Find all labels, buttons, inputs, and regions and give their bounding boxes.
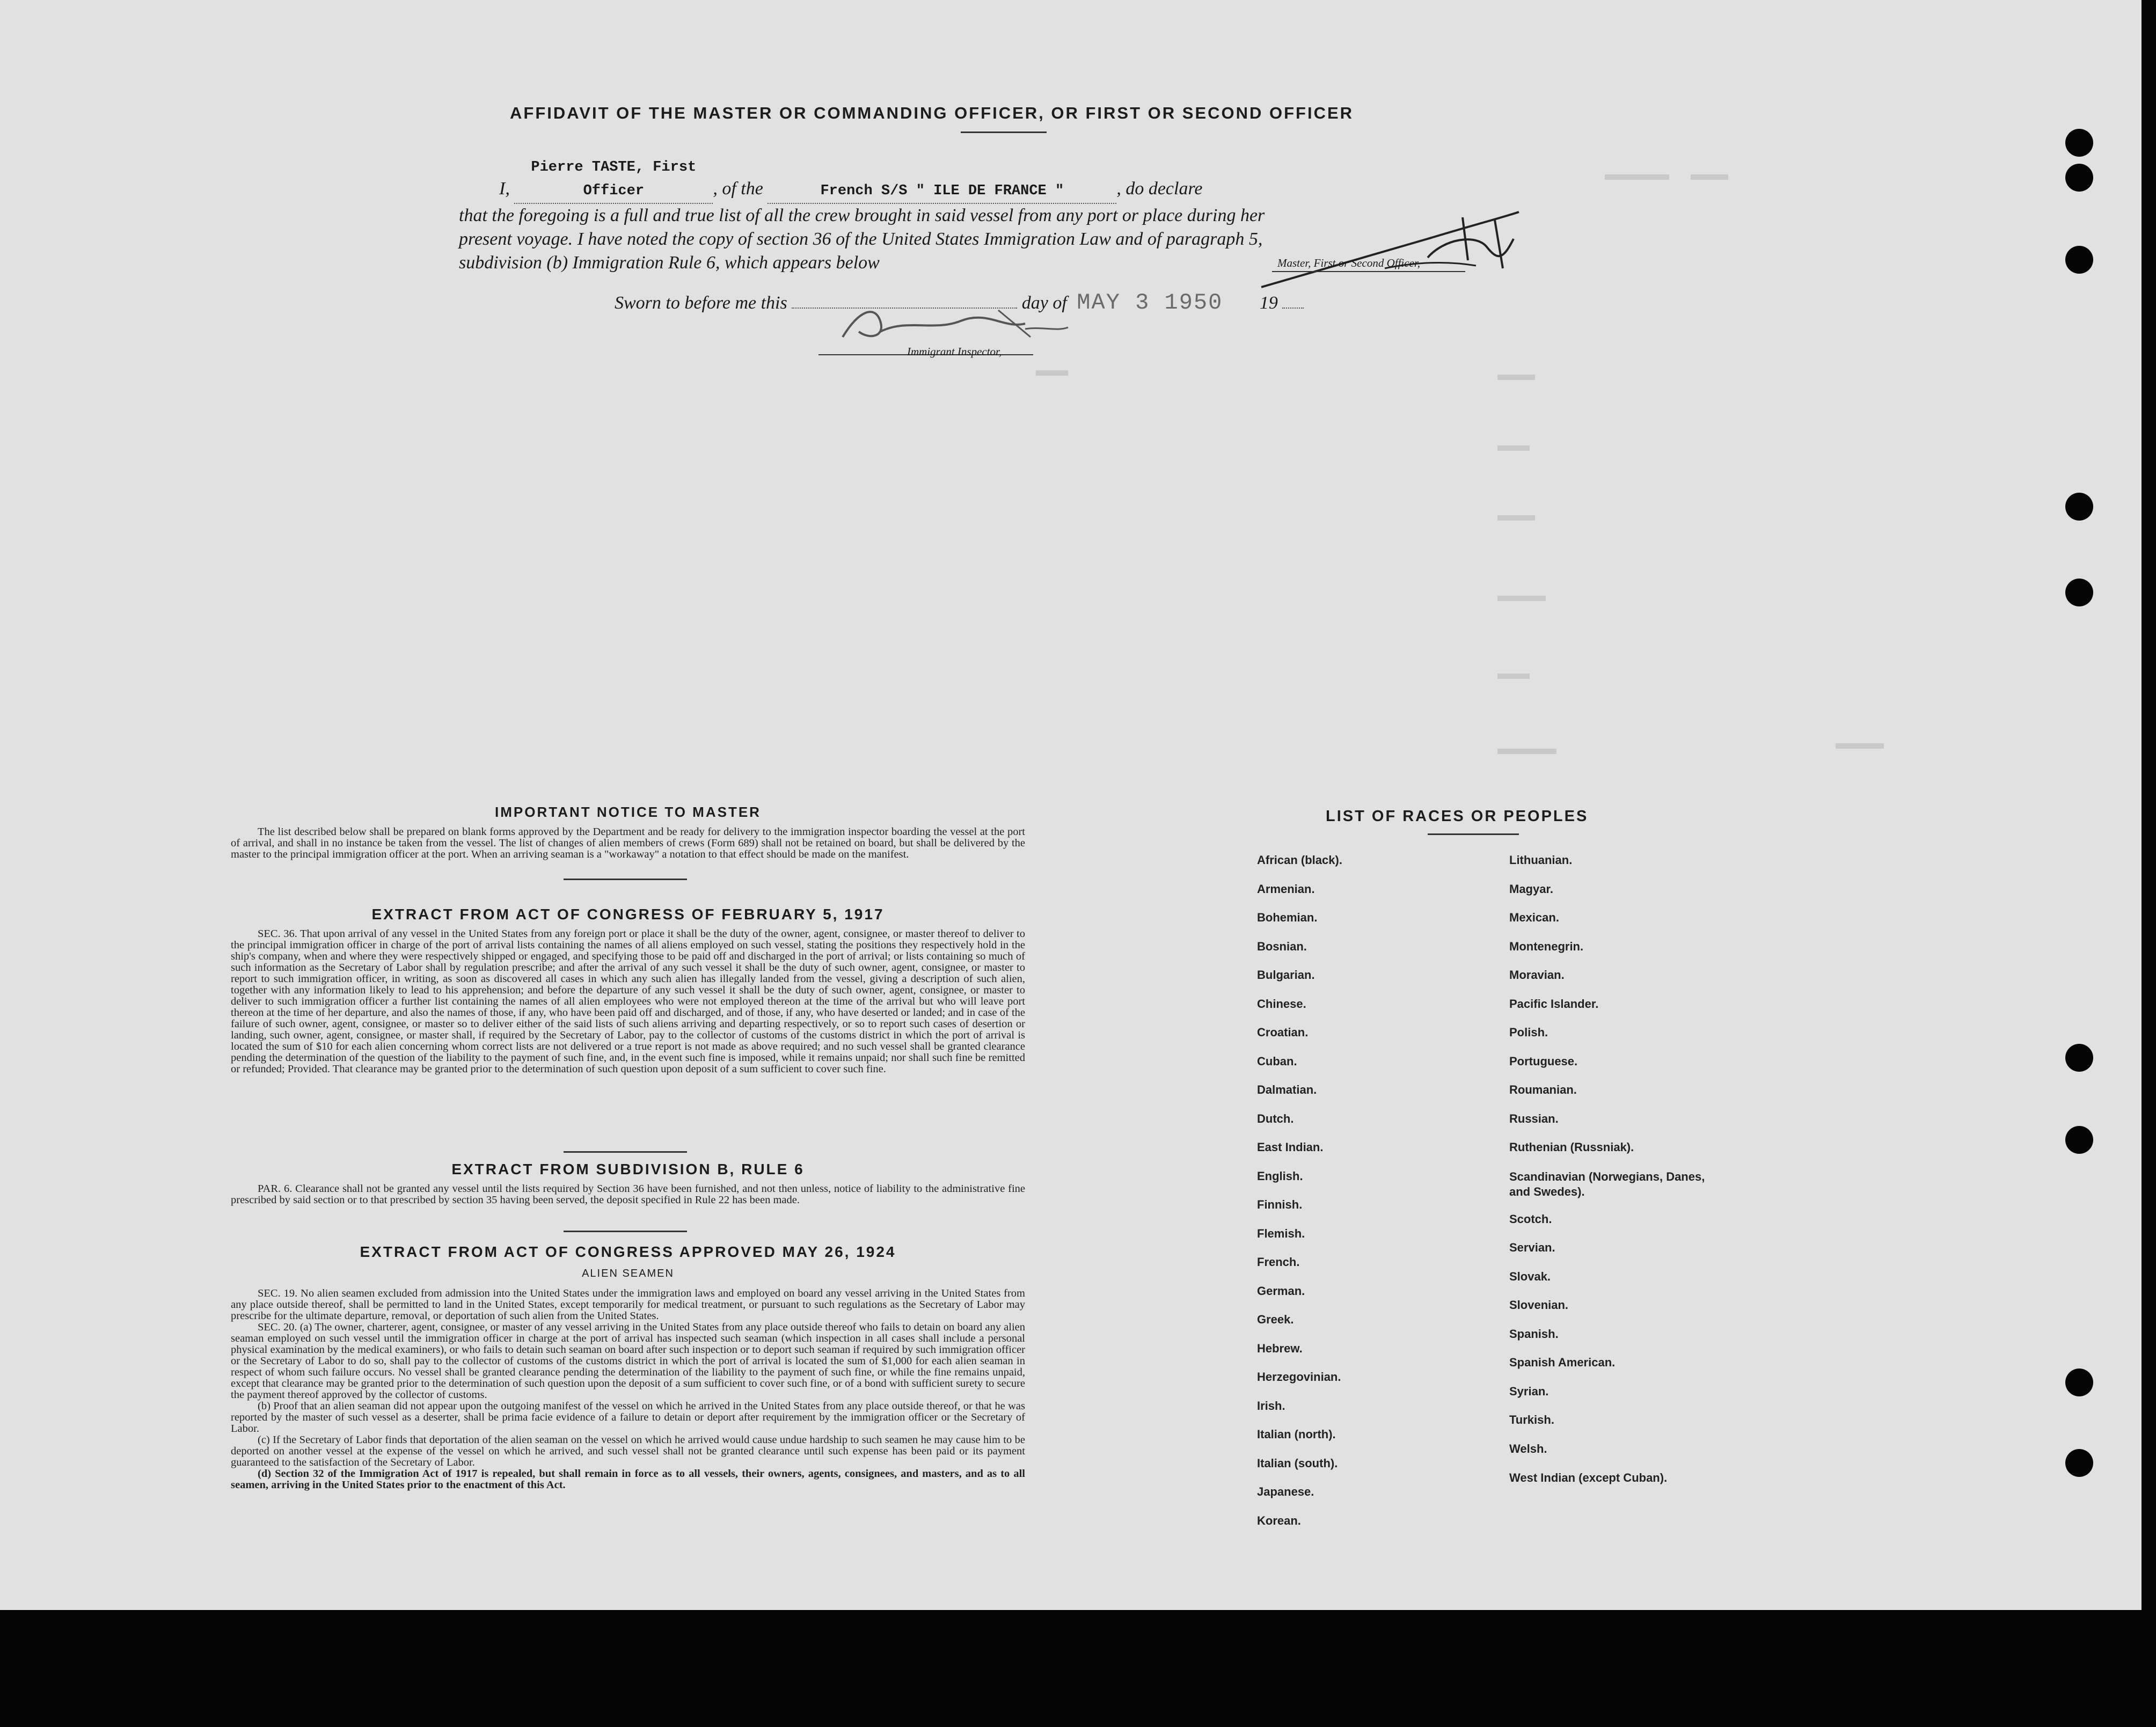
race-item: Chinese. xyxy=(1257,997,1306,1011)
race-item: Spanish American. xyxy=(1509,1356,1616,1369)
extract-1924-title: EXTRACT FROM ACT OF CONGRESS APPROVED MAY 26, 1924 xyxy=(360,1243,896,1260)
race-item: Greek. xyxy=(1257,1313,1294,1326)
bleed-through-mark xyxy=(1605,174,1669,180)
notice-text: The list described below shall be prepared on blank forms approved by the Department and be ready for delivery to the immigration inspector boarding the vessel at the port of arrival, and shall in no instance be taken from the vessel. The list of changes of alien members of crews (Form 689) shall not be retained on board, but shall be delivered by the master to the principal immigration officer at the port. When an arriving seaman is a "workaway" a notation to that effect should be made on the manifest. xyxy=(231,826,1025,860)
inspector-signature xyxy=(837,299,1073,348)
date-stamp: MAY 3 1950 xyxy=(1077,290,1223,316)
bleed-through-mark xyxy=(1497,515,1535,521)
binder-hole xyxy=(2065,1044,2093,1072)
race-item: Italian (north). xyxy=(1257,1428,1336,1441)
race-item: West Indian (except Cuban). xyxy=(1509,1471,1668,1484)
race-item: Bulgarian. xyxy=(1257,968,1315,982)
race-item: East Indian. xyxy=(1257,1140,1324,1154)
binder-hole xyxy=(2065,1449,2093,1477)
race-item: Moravian. xyxy=(1509,968,1565,982)
race-item: Spanish. xyxy=(1509,1327,1559,1341)
races-title-underline xyxy=(1428,833,1519,835)
race-item: African (black). xyxy=(1257,853,1342,867)
race-item: Portuguese. xyxy=(1509,1054,1578,1068)
race-item: Scotch. xyxy=(1509,1212,1552,1226)
bleed-through-mark xyxy=(1497,596,1546,601)
race-item: French. xyxy=(1257,1255,1300,1269)
race-item: Croatian. xyxy=(1257,1026,1309,1039)
race-item: Turkish. xyxy=(1509,1413,1554,1426)
race-item: Welsh. xyxy=(1509,1441,1547,1455)
binder-hole xyxy=(2065,129,2093,157)
notice-body xyxy=(231,826,1025,860)
bleed-through-mark xyxy=(1497,445,1530,451)
section-divider xyxy=(564,1231,687,1232)
race-item: Montenegrin. xyxy=(1509,939,1584,953)
race-item: Syrian. xyxy=(1509,1384,1549,1398)
race-item: Roumanian. xyxy=(1509,1083,1577,1096)
race-item: Magyar. xyxy=(1509,882,1553,896)
race-item: Russian. xyxy=(1509,1111,1559,1125)
race-item: Ruthenian (Russniak). xyxy=(1509,1140,1634,1154)
race-item: Irish. xyxy=(1257,1399,1285,1413)
race-item: Finnish. xyxy=(1257,1198,1303,1211)
officer-signature xyxy=(1251,207,1530,301)
race-item: Italian (south). xyxy=(1257,1456,1338,1470)
notice-title: IMPORTANT NOTICE TO MASTER xyxy=(495,804,761,820)
binder-hole xyxy=(2065,246,2093,274)
race-item: Herzegovinian. xyxy=(1257,1370,1341,1384)
section-20a-text: SEC. 20. (a) The owner, charterer, agent, consignee, or master of any vessel arriving in the United States from any place outside thereof who fails to detain on board any alien seaman employed on such vessel until the immigration officer in charge at the port of arrival has inspected such seaman (which inspection in all cases shall include a personal physical examination by the medical examiners), or who fails to detain such seaman on board after such inspection or to deport such seaman if required by such immigration officer or the Secretary of Labor to do so, shall pay to the collector of customs of the customs district in which the port of arrival is located the sum of $1,000 for each alien seaman in respect of whom such failure occurs. No vessel shall be granted clearance pending the determination of the liability to the payment of such fine, or while the fine remains unpaid, except that clearance may be granted prior to the determination of such question upon the deposit of a sum sufficient to cover such fine, or of a bond with sufficient surety to secure the payment thereof approved by the collector of customs. xyxy=(231,1321,1025,1401)
extract-1917-title: EXTRACT FROM ACT OF CONGRESS OF FEBRUARY 5, 1917 xyxy=(371,906,885,923)
section-20b-text: (b) Proof that an alien seaman did not appear upon the outgoing manifest of the vessel on which he arrived in the United States from any place outside thereof, or that he was reported by the master of such vessel as a deserter, shall be prima facie evidence of a failure to detain or deport after requirement by the immigration officer or the Secretary of Labor. xyxy=(231,1400,1025,1435)
day-of-text: day of xyxy=(1021,293,1067,313)
race-item: Scandinavian (Norwegians, Danes, and Swedes). xyxy=(1509,1169,1705,1198)
bleed-through-mark xyxy=(1036,370,1068,376)
of-the-text: , of the xyxy=(713,179,763,199)
binder-hole xyxy=(2065,493,2093,521)
race-item: Cuban. xyxy=(1257,1054,1297,1068)
signature-caption: Master, First or Second Officer, xyxy=(1277,257,1420,269)
bleed-through-mark xyxy=(1497,375,1535,380)
officer-name-field: Pierre TASTE, First Officer xyxy=(514,156,713,204)
race-item: Flemish. xyxy=(1257,1226,1305,1240)
affidavit-line-3: present voyage. I have noted the copy of section 36 of the United States Immigration Law and of paragraph 5, xyxy=(459,229,1263,249)
section-divider xyxy=(564,879,687,880)
do-declare-text: , do declare xyxy=(1116,179,1203,199)
section-20d-text: (d) Section 32 of the Immigration Act of 1917 is repealed, but shall remain in force as to all vessels, their owners, agents, consignees, and masters, and as to all seamen, arriving in the United States prior to the enactment of this Act. xyxy=(231,1468,1025,1491)
race-item: Pacific Islander. xyxy=(1509,997,1599,1011)
race-item: Japanese. xyxy=(1257,1485,1314,1498)
rule6-body xyxy=(231,1183,1025,1206)
binder-hole xyxy=(2065,579,2093,606)
race-item: Mexican. xyxy=(1509,911,1559,924)
year-prefix: 19 xyxy=(1259,293,1278,313)
binder-hole xyxy=(2065,1369,2093,1396)
binder-hole xyxy=(2065,1126,2093,1154)
race-item: German. xyxy=(1257,1284,1305,1298)
bleed-through-mark xyxy=(1836,743,1884,749)
race-item: Polish. xyxy=(1509,1026,1548,1039)
race-item: Bohemian. xyxy=(1257,911,1318,924)
race-item: Dalmatian. xyxy=(1257,1083,1317,1096)
section-36-text: SEC. 36. That upon arrival of any vessel in the United States from any foreign port or place it shall be the duty of the owner, agent, consignee, or master thereof to deliver to the principal immigration officer in charge of the port of arrival lists containing the names of all aliens employed on such vessel, stating the positions they respectively hold in the ship's company, when and where they were respectively shipped or engaged, and specifying those to be paid off and discharged in the port of arrival; or lists containing so much of such information as the Secretary of Labor shall by regulation prescribe; and after the arrival of any such vessel it shall be the duty of such owner, agent, consignee, or master to report to such immigration officer, in writing, as soon as discovered all cases in which any such alien has illegally landed from the vessel, giving a description of such alien, together with any information likely to lead to his apprehension; and before the departure of any such vessel it shall be the duty of such owner, agent, consignee, or master to deliver to such immigration officer a further list containing the names of all alien employees who were not employed thereon at the time of the arrival but who will leave port thereon at the time of her departure, and also the names of those, if any, who have been paid off and discharged, and of those, if any, who have deserted or landed; and in case of the failure of such owner, agent, consignee, or master so to deliver either of the said lists of such aliens arriving and departing respectively, or so to report such cases of desertion or landing, such owner, agent, consignee, or master shall, if required by the Secretary of Labor, pay to the collector of customs of the customs district in which the port of arrival is located the sum of $10 for each alien concerning whom correct lists are not delivered or a true report is not made as above required; and no such vessel shall be granted clearance pending the determination of the question of the liability to the payment of such fine, and, in the event such fine is imposed, while it remains unpaid; nor shall such fine be remitted or refunded; Provided. That clearance may be granted prior to the determination of such question upon deposit of a sum sufficient to cover such fine. xyxy=(231,928,1025,1075)
rule6-title: EXTRACT FROM SUBDIVISION B, RULE 6 xyxy=(451,1161,805,1177)
section-divider xyxy=(564,1151,687,1153)
vessel-name-field: French S/S " ILE DE FRANCE " xyxy=(768,179,1116,204)
extract-1924-body xyxy=(231,1288,1025,1491)
title-underline xyxy=(961,131,1047,133)
bleed-through-mark xyxy=(1497,674,1530,679)
race-item: Korean. xyxy=(1257,1513,1301,1527)
race-item: Slovak. xyxy=(1509,1269,1551,1283)
affidavit-line-2: that the foregoing is a full and true list of all the crew brought in said vessel from any port or place during her xyxy=(459,206,1265,225)
sworn-prefix: Sworn to before me this xyxy=(615,293,787,313)
race-item: Hebrew. xyxy=(1257,1341,1303,1355)
section-19-text: SEC. 19. No alien seamen excluded from admission into the United States under the immigration laws and employed on board any vessel arriving in the United States from any place outside thereof, shall be permitted to land in the United States, except temporarily for medical treatment, or pursuant to such regulations as the Secretary of Labor may prescribe for the ultimate departure, removal, or deportation of such alien from the United States. xyxy=(231,1287,1025,1322)
race-item: Dutch. xyxy=(1257,1111,1294,1125)
race-item: Slovenian. xyxy=(1509,1298,1569,1312)
declarant-prefix: I, xyxy=(499,179,510,199)
affidavit-line-4: subdivision (b) Immigration Rule 6, which appears below xyxy=(459,253,880,273)
race-item: English. xyxy=(1257,1169,1303,1183)
inspector-caption: Immigrant Inspector, xyxy=(907,345,1002,358)
paragraph-6-text: PAR. 6. Clearance shall not be granted any vessel until the lists required by Section 36 have been furnished, and not then unless, notice of liability to the administrative fine prescribed by said section or to that prescribed by section 35 having been served, the deposit specified in Rule 22 has been made. xyxy=(231,1183,1025,1206)
binder-hole xyxy=(2065,164,2093,192)
races-right-column xyxy=(1509,853,1708,1513)
race-item: Lithuanian. xyxy=(1509,853,1573,867)
bleed-through-mark xyxy=(1497,749,1556,754)
extract-1917-body xyxy=(231,928,1025,1075)
race-item: Servian. xyxy=(1509,1241,1555,1254)
race-item: Armenian. xyxy=(1257,882,1315,896)
signature-line xyxy=(1272,271,1465,272)
races-left-column xyxy=(1257,853,1472,1542)
races-title: LIST OF RACES OR PEOPLES xyxy=(1326,808,1589,825)
race-item: Bosnian. xyxy=(1257,939,1307,953)
affidavit-title: AFFIDAVIT OF THE MASTER OR COMMANDING OFFICER, OR FIRST OR SECOND OFFICER xyxy=(510,104,1354,122)
alien-seamen-subtitle: ALIEN SEAMEN xyxy=(582,1268,674,1279)
bleed-through-mark xyxy=(1691,174,1728,180)
section-20c-text: (c) If the Secretary of Labor finds that deportation of the alien seaman on the vessel on which he arrived would cause undue hardship to such seamen he may cause him to be deported on another vessel at the expense of the vessel on which he arrived, and such vessel shall not be granted clearance until such expense has been paid or its payment guaranteed to the satisfaction of the Secretary of Labor. xyxy=(231,1434,1025,1468)
